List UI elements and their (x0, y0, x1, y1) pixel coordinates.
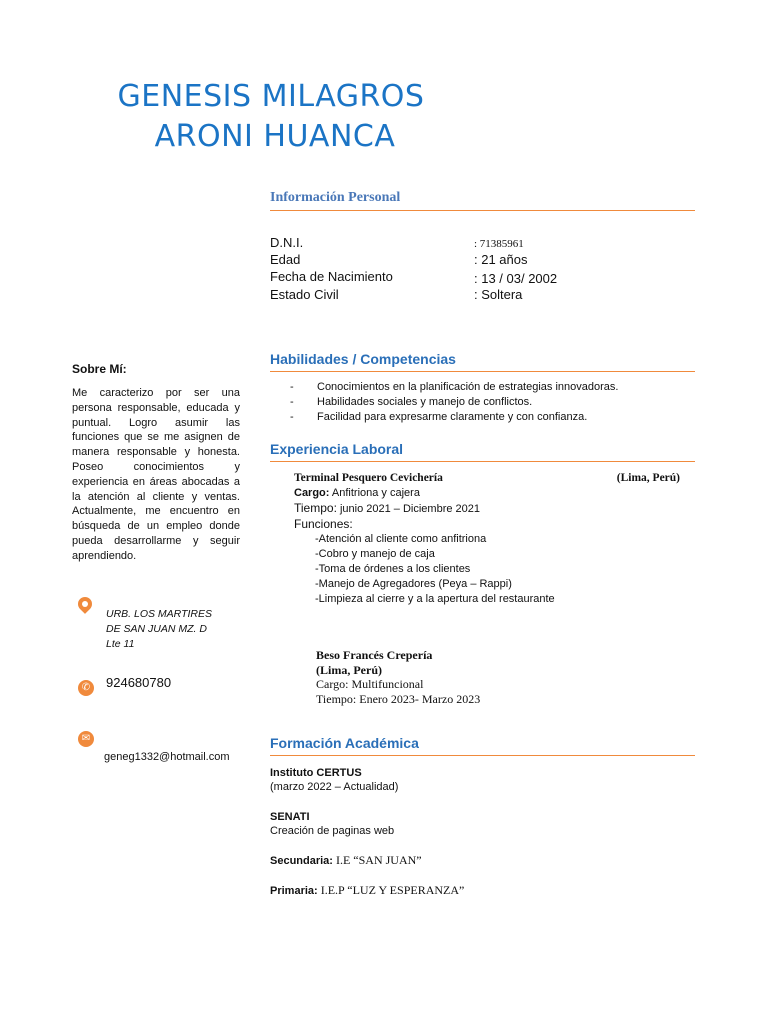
section-title-personal: Información Personal (270, 190, 695, 211)
job-role (294, 486, 694, 501)
personal-value: : Soltera (474, 287, 523, 302)
job-time (294, 501, 694, 517)
job-time-label: Tiempo: (294, 501, 337, 515)
about-text: Me caracterizo por ser una persona responsable, educada y puntual. Logro asumir las funciones que se me asignen de manera responsable y honesta. Poseo conocimientos y experiencia en áreas abocadas a la atención al cliente y ventas. Actualmente, me encuentro en búsqueda de un empleo donde pueda desarrollarme y seguir aprendiendo. (72, 387, 240, 562)
job-company: Terminal Pesquero Cevichería (294, 472, 443, 484)
education-label: Secundaria: (270, 855, 333, 867)
section-title-experience: Experiencia Laboral (270, 441, 695, 462)
job-task: -Atención al cliente como anfitriona (315, 533, 487, 545)
education-senati (270, 810, 394, 838)
education-certus (270, 766, 398, 794)
job-location: (Lima, Perú) (316, 662, 382, 677)
job-task: -Manejo de Agregadores (Peya – Rappi) (315, 578, 512, 590)
job-task: -Toma de órdenes a los clientes (315, 563, 471, 575)
education-course: Creación de paginas web (270, 825, 395, 837)
job-time-value: junio 2021 – Diciembre 2021 (336, 503, 480, 515)
education-primary (270, 883, 464, 898)
education-institution: Instituto CERTUS (270, 767, 362, 779)
job-entry-2 (316, 648, 480, 706)
job-role: Cargo: Multifuncional (316, 677, 424, 691)
job-functions-label: Funciones: (294, 517, 353, 531)
education-label: Primaria: (270, 885, 318, 897)
job-company: Beso Francés Crepería (316, 648, 433, 662)
address-line: URB. LOS MARTIRES (106, 608, 212, 620)
education-institution: SENATI (270, 811, 310, 823)
address-line: Lte 11 (106, 638, 135, 650)
job-task: -Cobro y manejo de caja (315, 548, 435, 560)
personal-key: Estado Civil (270, 287, 339, 302)
section-title-skills: Habilidades / Competencias (270, 351, 695, 372)
address-line: DE SAN JUAN MZ. D (106, 623, 207, 635)
job-role-value: Anfitriona y cajera (329, 487, 420, 499)
skill-item: - Facilidad para expresarme claramente y con confianza. (290, 410, 618, 425)
email-icon: ✉ (78, 731, 94, 747)
phone-number: 924680780 (106, 675, 172, 690)
location-pin-icon (75, 594, 95, 614)
personal-key: Edad (270, 252, 301, 267)
name-line-1: GENESIS MILAGROS (117, 79, 425, 114)
education-school: I.E “SAN JUAN” (332, 853, 422, 867)
personal-key: D.N.I. (270, 235, 304, 250)
education-period: (marzo 2022 – Actualidad) (270, 781, 399, 793)
section-title-education: Formación Académica (270, 735, 695, 756)
job-location: (Lima, Perú) (616, 472, 680, 484)
phone-icon: ✆ (78, 680, 94, 696)
job-task: -Limpieza al cierre y a la apertura del restaurante (315, 593, 555, 605)
job-time: Tiempo: Enero 2023- Marzo 2023 (316, 691, 481, 706)
education-school: I.E.P “LUZ Y ESPERANZA” (317, 883, 465, 897)
address (106, 607, 212, 652)
email-address: geneg1332@hotmail.com (104, 751, 230, 763)
education-secondary (270, 853, 422, 868)
job-entry-1 (294, 471, 694, 607)
name-line-2: ARONI HUANCA (154, 119, 396, 154)
job-role-label: Cargo: (294, 487, 330, 499)
personal-value: : 21 años (474, 252, 528, 267)
about-title: Sobre Mí: (72, 362, 127, 376)
skill-item: - Habilidades sociales y manejo de conflictos. (290, 395, 618, 410)
personal-value: : 71385961 (474, 238, 524, 250)
skills-list (290, 380, 618, 425)
personal-value: : 13 / 03/ 2002 (474, 271, 558, 286)
skill-item: - Conocimientos en la planificación de estrategias innovadoras. (290, 380, 618, 395)
personal-key: Fecha de Nacimiento (270, 269, 393, 284)
